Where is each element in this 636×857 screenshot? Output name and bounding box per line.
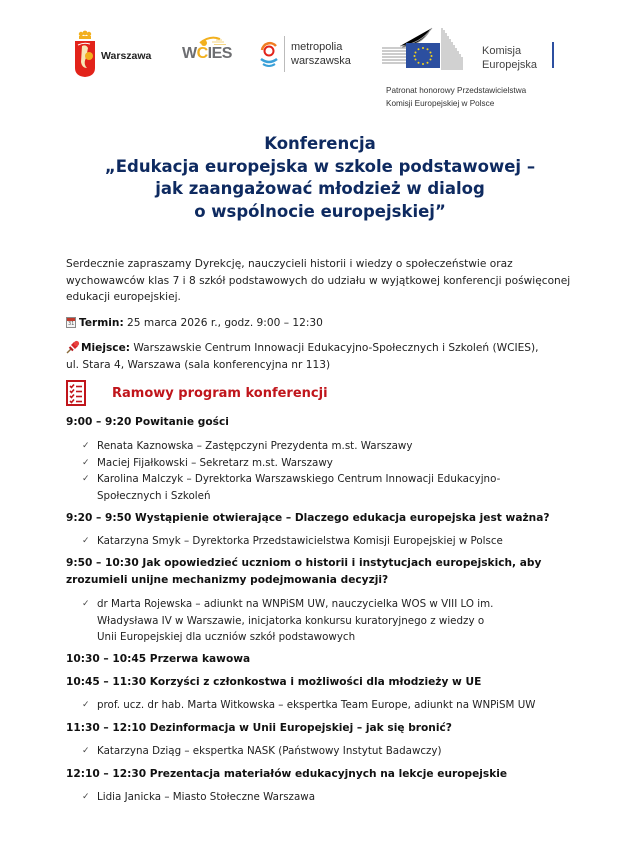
list-item-text: Maciej Fijałkowski – Sekretarz m.st. Warszawy [97,457,333,469]
wcies-logo-text [182,45,232,63]
komisja-europejska-logo [380,26,560,76]
program-heading-text: Ramowy program konferencji [112,386,328,401]
eu-building-flag-icon [380,26,480,74]
session-title: 11:30 – 12:10 Dezinformacja w Unii Europejskiej – jak się bronić? [66,722,452,734]
check-icon: ✓ [82,441,90,451]
list-item-text: dr Marta Rojewska – adiunkt na WNPiSM UW, nauczycielka WOS w VIII LO im. Władysława IV w Warszawie, inicjatorka konkursu kuratoryjnego z wiedzy o Unii Europejskiej dla uczniów szkół podstawowych [97,598,494,643]
check-icon: ✓ [82,700,90,710]
patronage-line2: Komisji Europejskiej w Polsce [386,99,495,108]
metropolia-logo [258,36,368,76]
session-title: 9:00 – 9:20 Powitanie gości [66,416,229,428]
venue-line [66,340,539,357]
list-item [82,438,582,455]
date-value: 25 marca 2026 r., godz. 9:00 – 12:30 [123,317,323,329]
title-line2: „Edukacja europejska w szkole podstawowej – [104,156,536,176]
check-icon: ✓ [82,746,90,756]
warszawa-logo-text: Warszawa [101,50,152,62]
list-item [82,743,582,760]
title-line4: o wspólnocie europejskiej” [194,201,446,221]
patronage-note [386,84,526,110]
wcies-logo-ies: IES [207,45,232,62]
title-line3: jak zaangażować młodzież w dialog [155,179,485,198]
list-item-text: Renata Kaznowska – Zastępczyni Prezydenta m.st. Warszawy [97,440,413,452]
logo-bar [0,0,636,120]
wcies-logo-c: C [196,45,208,62]
date-line [66,315,323,332]
title-line1: Konferencja [264,134,376,153]
check-icon: ✓ [82,474,90,484]
venue-value-line1: Warszawskie Centrum Innowacji Edukacyjno-Społecznych i Szkoleń (WCIES), [130,342,539,354]
conference-title [60,133,580,223]
list-item-text: Katarzyna Dziąg – ekspertka NASK (Państwowy Instytut Badawczy) [97,745,442,757]
date-label: Termin: [79,317,124,329]
patronage-line1: Patronat honorowy Przedstawicielstwa [386,86,527,95]
calendar-icon-day: 31 [68,321,75,327]
session-title: 9:50 – 10:30 Jak opowiedzieć uczniom o historii i instytucjach europejskich, aby zrozumieli unijne mechanizmy podejmowania decyzji? [66,557,542,586]
list-item [82,596,507,646]
list-item [82,697,602,714]
wcies-logo-w: W [182,45,197,62]
check-icon: ✓ [82,536,90,546]
program-heading [66,380,466,410]
komisja-logo-text [482,44,537,72]
metropolia-line2: warszawska [291,55,351,67]
list-item [82,471,562,504]
checklist-icon [66,380,86,406]
invitation-text: Serdecznie zapraszamy Dyrekcję, nauczycieli historii i wiedzy o społeczeństwie oraz wychowawców klas 7 i 8 szkół podstawowych do udziału w wyjątkowej konferencji poświęconej edukacji europejskiej. [66,258,571,303]
session-title: 10:45 – 11:30 Korzyści z członkostwa i możliwości dla młodzieży w UE [66,676,482,688]
metropolia-divider [284,36,285,72]
check-icon: ✓ [82,599,90,609]
list-item [82,789,582,806]
calendar-icon [66,317,76,328]
list-item-text: Lidia Janicka – Miasto Stołeczne Warszawa [97,791,315,803]
list-item-text: prof. ucz. dr hab. Marta Witkowska – ekspertka Team Europe, adiunkt na WNPiSM UW [97,699,536,711]
komisja-line2: Europejska [482,59,538,71]
venue-label: Miejsce: [81,342,130,354]
list-item [82,455,582,472]
komisja-line1: Komisja [482,45,522,57]
session-title: 10:30 – 10:45 Przerwa kawowa [66,653,251,665]
check-icon: ✓ [82,792,90,802]
metropolia-logo-text [291,40,351,68]
warszawa-logo [74,30,169,80]
venue-address-line: ul. Stara 4, Warszawa (sala konferencyjna nr 113) [66,359,331,371]
metropolia-emblem-icon [258,36,280,70]
warszawa-crest-icon [74,30,96,78]
list-item-text: Katarzyna Smyk – Dyrektorka Przedstawicielstwa Komisji Europejskiej w Polsce [97,535,503,547]
komisja-logo-bar [552,42,554,68]
wcies-logo [180,33,240,69]
pushpin-icon [66,340,80,354]
check-icon: ✓ [82,458,90,468]
list-item [82,533,582,550]
metropolia-line1: metropolia [291,41,343,53]
session-title: 9:20 – 9:50 Wystąpienie otwierające – Dlaczego edukacja europejska jest ważna? [66,512,550,524]
list-item-text: Karolina Malczyk – Dyrektorka Warszawskiego Centrum Innowacji Edukacyjno-Społecznych i Szkoleń [97,473,501,502]
session-title: 12:10 – 12:30 Prezentacja materiałów edukacyjnych na lekcje europejskie [66,768,508,780]
